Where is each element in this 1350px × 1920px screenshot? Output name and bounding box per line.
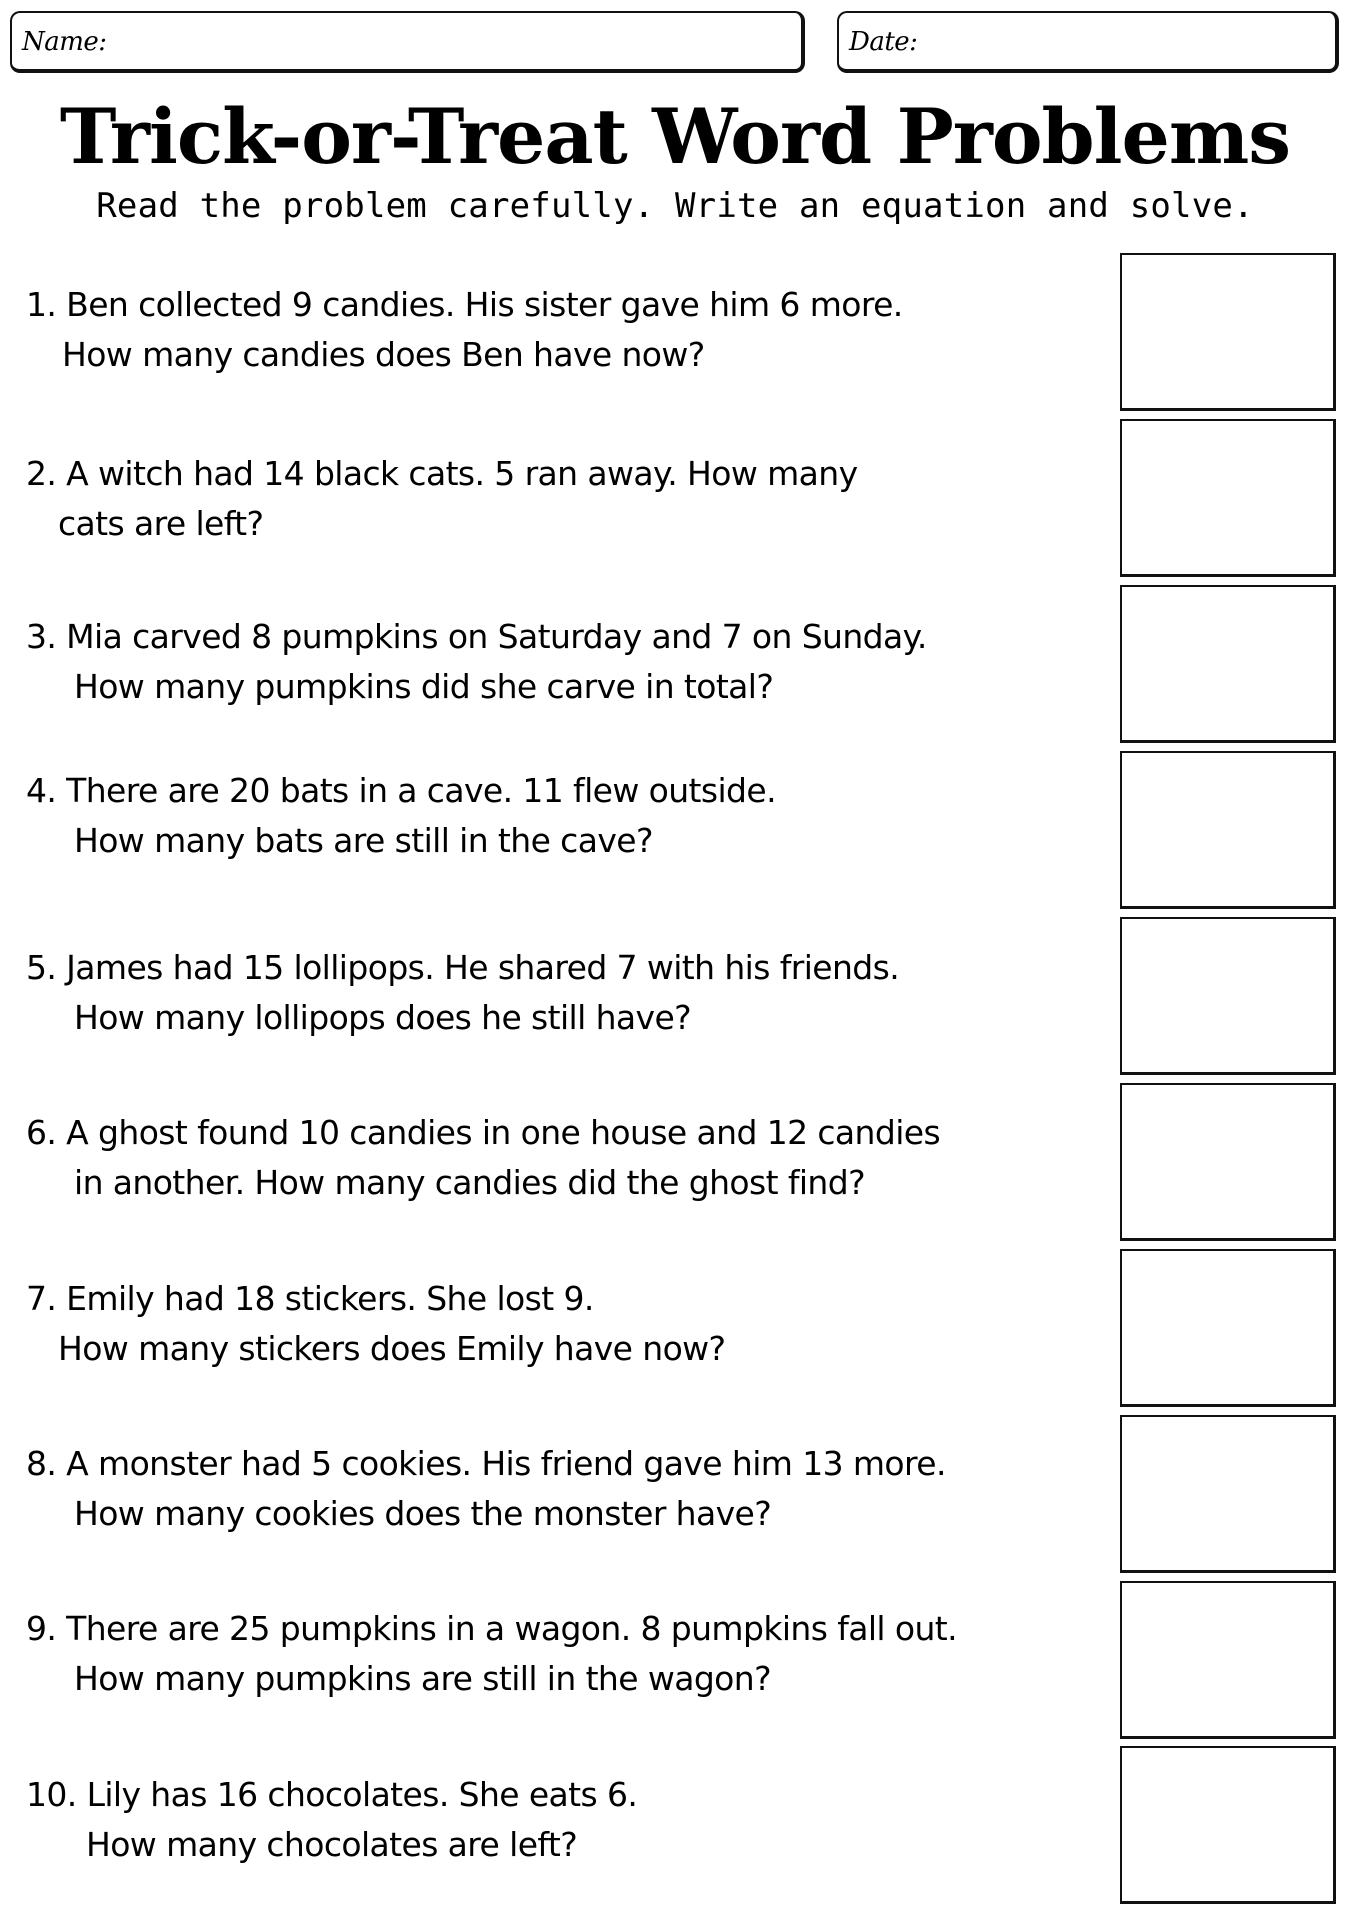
- problem-10-line2: How many chocolates are left?: [86, 1825, 578, 1864]
- answer-box-7[interactable]: [1120, 1249, 1336, 1407]
- problem-3-line1: 3. Mia carved 8 pumpkins on Saturday and 7 on Sunday.: [26, 617, 927, 656]
- problem-2-line1: 2. A witch had 14 black cats. 5 ran away. How many: [26, 454, 858, 493]
- problem-1: [26, 280, 1106, 380]
- problem-6-line2: in another. How many candies did the ghost find?: [74, 1163, 865, 1202]
- problem-7: [26, 1274, 1106, 1374]
- problem-2: [26, 449, 1106, 549]
- problem-8-line2: How many cookies does the monster have?: [74, 1494, 772, 1533]
- answer-box-3[interactable]: [1120, 585, 1336, 743]
- problem-6: [26, 1108, 1106, 1208]
- answer-box-1[interactable]: [1120, 253, 1336, 411]
- date-field[interactable]: [837, 11, 1339, 73]
- answer-box-2[interactable]: [1120, 419, 1336, 577]
- problem-5: [26, 943, 1106, 1043]
- problem-7-line2: How many stickers does Emily have now?: [58, 1329, 726, 1368]
- page-title: Trick-or-Treat Word Problems: [59, 92, 1291, 181]
- problem-3-line2: How many pumpkins did she carve in total?: [74, 667, 774, 706]
- problem-10: [26, 1770, 1106, 1870]
- problem-2-line2: cats are left?: [58, 504, 264, 543]
- problem-4-line1: 4. There are 20 bats in a cave. 11 flew outside.: [26, 771, 776, 810]
- problem-8: [26, 1439, 1106, 1539]
- problem-8-line1: 8. A monster had 5 cookies. His friend gave him 13 more.: [26, 1444, 946, 1483]
- answer-box-10[interactable]: [1120, 1746, 1336, 1904]
- instructions: Read the problem carefully. Write an equation and solve.: [96, 186, 1254, 226]
- problem-10-line1: 10. Lily has 16 chocolates. She eats 6.: [26, 1775, 638, 1814]
- problem-1-line2: How many candies does Ben have now?: [62, 335, 705, 374]
- answer-box-5[interactable]: [1120, 917, 1336, 1075]
- problem-3: [26, 612, 1106, 712]
- problem-9-line2: How many pumpkins are still in the wagon?: [74, 1659, 772, 1698]
- problem-6-line1: 6. A ghost found 10 candies in one house and 12 candies: [26, 1113, 941, 1152]
- problem-7-line1: 7. Emily had 18 stickers. She lost 9.: [26, 1279, 594, 1318]
- problem-4: [26, 766, 1106, 866]
- answer-box-9[interactable]: [1120, 1581, 1336, 1739]
- problem-9-line1: 9. There are 25 pumpkins in a wagon. 8 pumpkins fall out.: [26, 1609, 958, 1648]
- answer-box-6[interactable]: [1120, 1083, 1336, 1241]
- name-label: Name:: [22, 27, 107, 57]
- name-field[interactable]: [10, 11, 805, 73]
- problem-5-line2: How many lollipops does he still have?: [74, 998, 692, 1037]
- problem-1-line1: 1. Ben collected 9 candies. His sister gave him 6 more.: [26, 285, 903, 324]
- problem-5-line1: 5. James had 15 lollipops. He shared 7 with his friends.: [26, 948, 900, 987]
- answer-box-8[interactable]: [1120, 1415, 1336, 1573]
- problem-4-line2: How many bats are still in the cave?: [74, 821, 653, 860]
- problem-9: [26, 1604, 1106, 1704]
- date-label: Date:: [849, 27, 918, 57]
- answer-box-4[interactable]: [1120, 751, 1336, 909]
